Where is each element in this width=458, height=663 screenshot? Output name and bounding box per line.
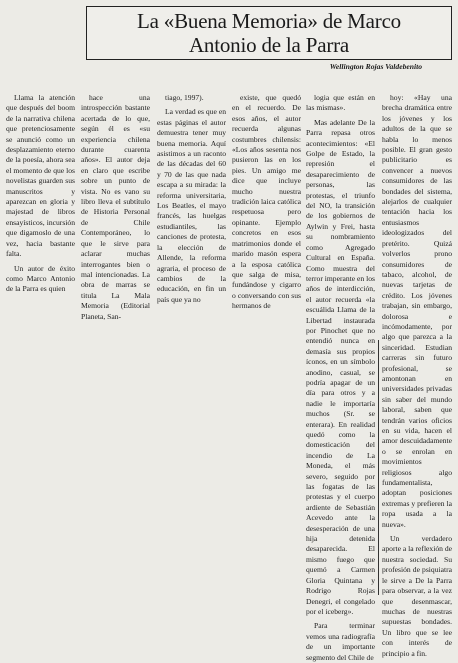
article-column-5: [306, 93, 375, 662]
column-5-paragraph-3: Para terminar vemos una radiografía de un importante segmento del Chile de: [306, 621, 375, 662]
headline-line-1: La «Buena Memoria» de Marco: [136, 9, 401, 33]
column-5-paragraph-2: Mas adelante De la Parra repasa otros acontecimientos: «El Golpe de Estado, la represión el desaparecimiento de personas, las protestas, el triunfo del NO, la transición de los gobiernos de Aylwin y Frei, hasta su nombramiento como Agregado Cultural en España. Como muestra del terror imperante en los años de interdicción, el autor recuerda «la escuálida Llama de la Libertad instaurada por Pinochet que no entendió nunca en demasía sus propios íconos, en un símbolo anodino, casual, se podría apagar de un día para otros y a nadie le importaría muchos (Sr. se enterara). En realidad quedó como la domesticación del incendio de La Moneda, el más severo, seguido por las fogatas de las protestas y el cuerpo ardiente de Sebastián Acevedo ante la desesperación de una hija detenida desaparecida. El mismo fuego que quemó a Carmen Gloria Quintana y Rodrigo Rojas Denegri, el congelado por el iceberg».: [306, 117, 375, 616]
column-3-paragraph-1: tiago, 1997).: [165, 93, 204, 102]
column-1-paragraph-2: Un autor de éxito como Marco Antonio de la Parra es quien: [6, 263, 75, 294]
column-6-paragraph-2: Un verdadero aporte a la reflexión de nuestra sociedad. Su profesión de psiquiatra le sirve a De la Parra para observar, a la vez que desenmascar, muchas de nuestras supuestas bondades. Un libro que se lee con interés de principio a fin.: [382, 534, 452, 658]
headline-line-2: Antonio de la Parra: [188, 33, 350, 57]
column-2-paragraph-1: hace una introspección bastante acertada de lo que, según él es «su experiencia chilena durante cuarenta años». El autor deja en claro que escribe sobre un punto de vista. No es vano su libro lleva el subtítulo de Historia Personal de Chile Contemporáneo, lo que le sirve para aclarar muchas interrogantes bien o mal intencionadas. La obra de marras se titula La Mala Memoria (Editorial Planeta, San-: [81, 93, 150, 321]
column-divider: [378, 340, 379, 595]
article-column-1: [6, 93, 75, 343]
column-6-paragraph-1: hoy: «Hay una brecha dramática entre los jóvenes y los adultos de la que se habla lo menos posible. El gran gesto publicitario es convencer a nuevos consumidores de las bondades del sistema, alejarlos de cualquier tentación hacia los entusiasmos ideologizados del pretérito. Quizá volverlos prono consumidores de tabaco, alcohol, de nuevas tarjetas de crédito. Los jóvenes trabajan, sin embargo, dolorosa e incómodamente, por algo que parezca a la sinceridad. Estudian carreras sin futuro profesional, se amontonan en universidades privadas sin saber del mundo laboral, saben que tendrán varios oficios en su vida, hacen el amor descuidadamente o se enrolan en movimientos religiosos algo fundamentalista, adoptan posiciones extremas y prefieren la ropa usada a la nueva».: [382, 93, 452, 529]
column-4-paragraph-1: existe, que quedó en el recuerdo. De esos años, el autor recuerda algunas costumbres chilensis: «Los años sesenta nos pusieron las en los pies. Un amigo me dice que incluye mucho nuestra tradición laica católica respetuosa pero opinante. Ejemplo concretos en esos matrimonios donde el marido masón espera a la esposa católica que salga de misa, fundándose y cigarro o conversando con sus hermanos de: [232, 93, 301, 311]
article-column-2: [81, 93, 150, 323]
column-5-paragraph-1: logia que están en las mismas».: [306, 93, 375, 113]
headline-box: [86, 6, 452, 60]
author-byline: Wellington Rojas Valdebenito: [329, 62, 422, 71]
article-column-3: [157, 93, 226, 323]
article-column-6: [382, 93, 452, 658]
article-column-4: [232, 93, 301, 323]
column-3-paragraph-2: La verdad es que en estas páginas el autor demuestra tener muy buena memoria. Aquí asistimos a un raconto de las décadas del 60 y 70 de las que nada escapa a su mirada: la reforma universitaria, Los Beatles, el mayo francés, las huelgas estudiantiles, las canciones de protesta, la elección de Allende, la reforma agraria, el proceso de cambios de la educación, en fin un país que ya no: [157, 107, 226, 304]
column-1-paragraph-1: Llama la atención que después del boom de la narrativa chilena que pretenciosamente se anunció como un desplazamiento eterno de la poesía, ahora sea el momento de que los novelistas guarden sus manuscritos y aparezcan en gloria y majestad de libros ensayísticos, incursión que digamoslo de una vez, hacia bastante falta.: [6, 93, 75, 259]
